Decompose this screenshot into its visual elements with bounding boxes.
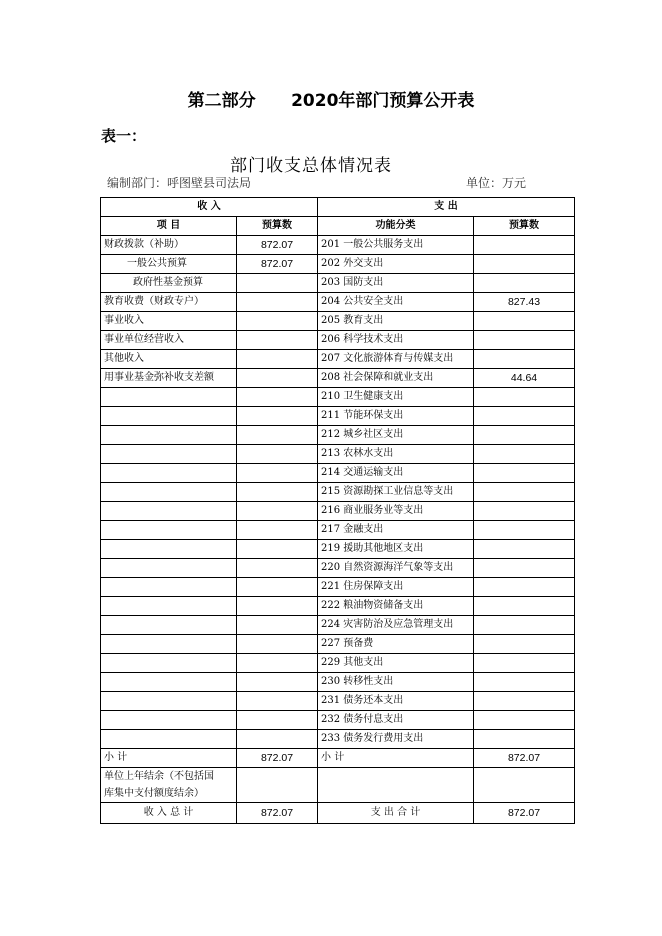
income-item: 财政拨款（补助） — [101, 236, 237, 255]
function-item: 219 援助其他地区支出 — [318, 540, 474, 559]
table-row — [101, 293, 575, 312]
income-item: 用事业基金弥补收支差额 — [101, 369, 237, 388]
expense-amount — [474, 616, 575, 635]
income-item: 其他收入 — [101, 350, 237, 369]
function-item: 230 转移性支出 — [318, 673, 474, 692]
subtotal-expense: 872.07 — [474, 749, 575, 768]
function-item: 231 债务还本支出 — [318, 692, 474, 711]
income-amount — [237, 692, 318, 711]
income-item — [101, 730, 237, 749]
income-item: 一般公共预算 — [101, 255, 237, 274]
income-amount — [237, 559, 318, 578]
unit-label: 单位：万元 — [466, 176, 527, 190]
table-row — [101, 521, 575, 540]
expense-amount — [474, 426, 575, 445]
function-item: 224 灾害防治及应急管理支出 — [318, 616, 474, 635]
expense-amount: 827.43 — [474, 293, 575, 312]
income-amount — [237, 369, 318, 388]
function-item: 211 节能环保支出 — [318, 407, 474, 426]
table-row — [101, 350, 575, 369]
function-item: 214 交通运输支出 — [318, 464, 474, 483]
income-amount — [237, 730, 318, 749]
carryover-line1: 单位上年结余（不包括国 — [104, 771, 214, 782]
income-item — [101, 407, 237, 426]
income-amount — [237, 293, 318, 312]
table-row — [101, 388, 575, 407]
expense-amount — [474, 559, 575, 578]
expense-amount — [474, 350, 575, 369]
carryover-row — [101, 768, 575, 803]
income-amount — [237, 616, 318, 635]
income-item — [101, 692, 237, 711]
total-row — [101, 803, 575, 824]
col-function-header: 功能分类 — [318, 217, 474, 236]
function-item: 227 预备费 — [318, 635, 474, 654]
income-amount — [237, 312, 318, 331]
income-amount — [237, 597, 318, 616]
income-item — [101, 559, 237, 578]
function-item: 204 公共安全支出 — [318, 293, 474, 312]
income-item — [101, 502, 237, 521]
income-item — [101, 635, 237, 654]
table-row — [101, 635, 575, 654]
expense-amount — [474, 711, 575, 730]
income-item: 政府性基金预算 — [101, 274, 237, 293]
table-row — [101, 464, 575, 483]
table-label: 表一： — [101, 127, 147, 145]
income-amount — [237, 388, 318, 407]
income-item — [101, 445, 237, 464]
table-row — [101, 597, 575, 616]
income-amount — [237, 445, 318, 464]
table-title: 部门收支总体情况表 — [230, 156, 392, 176]
function-item: 232 债务付息支出 — [318, 711, 474, 730]
column-header-row — [101, 217, 575, 236]
subtotal-income: 872.07 — [237, 749, 318, 768]
expense-amount — [474, 730, 575, 749]
income-amount — [237, 711, 318, 730]
table-row — [101, 255, 575, 274]
income-item — [101, 426, 237, 445]
function-item: 213 农林水支出 — [318, 445, 474, 464]
income-item — [101, 388, 237, 407]
function-item: 229 其他支出 — [318, 654, 474, 673]
function-item: 203 国防支出 — [318, 274, 474, 293]
income-amount — [237, 464, 318, 483]
income-amount — [237, 274, 318, 293]
expense-amount — [474, 236, 575, 255]
function-item: 210 卫生健康支出 — [318, 388, 474, 407]
function-item: 212 城乡社区支出 — [318, 426, 474, 445]
income-item — [101, 578, 237, 597]
table-row — [101, 274, 575, 293]
function-item: 216 商业服务业等支出 — [318, 502, 474, 521]
function-item: 215 资源勘探工业信息等支出 — [318, 483, 474, 502]
table-row — [101, 369, 575, 388]
function-item: 208 社会保障和就业支出 — [318, 369, 474, 388]
function-item: 222 粮油物资储备支出 — [318, 597, 474, 616]
col-budget-header: 预算数 — [237, 217, 318, 236]
function-item: 202 外交支出 — [318, 255, 474, 274]
expense-header: 支 出 — [318, 198, 575, 217]
income-amount — [237, 654, 318, 673]
expense-amount — [474, 578, 575, 597]
income-item: 教育收费（财政专户） — [101, 293, 237, 312]
income-amount — [237, 540, 318, 559]
income-amount — [237, 502, 318, 521]
expense-amount — [474, 540, 575, 559]
expense-amount — [474, 521, 575, 540]
expense-amount — [474, 502, 575, 521]
income-amount: 872.07 — [237, 236, 318, 255]
function-item: 205 教育支出 — [318, 312, 474, 331]
subtotal-label: 小 计 — [101, 749, 237, 768]
income-item — [101, 711, 237, 730]
table-row — [101, 445, 575, 464]
total-income: 872.07 — [237, 803, 318, 824]
income-amount — [237, 426, 318, 445]
income-amount — [237, 331, 318, 350]
expense-amount — [474, 255, 575, 274]
table-row — [101, 730, 575, 749]
expense-amount — [474, 673, 575, 692]
income-item — [101, 483, 237, 502]
function-item: 221 住房保障支出 — [318, 578, 474, 597]
table-row — [101, 331, 575, 350]
income-amount — [237, 578, 318, 597]
function-item: 220 自然资源海洋气象等支出 — [318, 559, 474, 578]
income-item — [101, 616, 237, 635]
table-row — [101, 540, 575, 559]
function-item: 207 文化旅游体育与传媒支出 — [318, 350, 474, 369]
income-item: 事业收入 — [101, 312, 237, 331]
table-row — [101, 426, 575, 445]
expense-amount — [474, 597, 575, 616]
budget-table — [100, 197, 575, 824]
expense-amount — [474, 464, 575, 483]
table-row — [101, 483, 575, 502]
table-row — [101, 559, 575, 578]
expense-amount — [474, 388, 575, 407]
function-item: 201 一般公共服务支出 — [318, 236, 474, 255]
income-amount — [237, 521, 318, 540]
income-item — [101, 540, 237, 559]
carryover-line2: 库集中支付额度结余） — [104, 788, 204, 799]
table-row — [101, 711, 575, 730]
expense-amount — [474, 654, 575, 673]
expense-amount — [474, 635, 575, 654]
income-amount — [237, 350, 318, 369]
income-item — [101, 464, 237, 483]
income-item: 事业单位经营收入 — [101, 331, 237, 350]
table-row — [101, 236, 575, 255]
table-row — [101, 578, 575, 597]
income-item — [101, 521, 237, 540]
table-row — [101, 654, 575, 673]
income-item — [101, 673, 237, 692]
subtotal-label-expense: 小 计 — [318, 749, 474, 768]
expense-amount — [474, 692, 575, 711]
income-header: 收 入 — [101, 198, 318, 217]
col-budget2-header: 预算数 — [474, 217, 575, 236]
expense-amount — [474, 407, 575, 426]
function-item: 217 金融支出 — [318, 521, 474, 540]
carryover-label — [101, 768, 237, 803]
expense-amount: 44.64 — [474, 369, 575, 388]
section-header-row — [101, 198, 575, 217]
expense-amount — [474, 312, 575, 331]
income-amount — [237, 407, 318, 426]
function-item: 233 债务发行费用支出 — [318, 730, 474, 749]
subtotal-row — [101, 749, 575, 768]
carryover-func — [318, 768, 474, 803]
col-item-header: 项 目 — [101, 217, 237, 236]
carryover-amount — [237, 768, 318, 803]
total-expense: 872.07 — [474, 803, 575, 824]
income-amount — [237, 483, 318, 502]
table-row — [101, 616, 575, 635]
income-amount: 872.07 — [237, 255, 318, 274]
table-row — [101, 692, 575, 711]
table-row — [101, 502, 575, 521]
table-row — [101, 407, 575, 426]
income-item — [101, 597, 237, 616]
income-item — [101, 654, 237, 673]
part-title: 第二部分 2020年部门预算公开表 — [187, 91, 475, 111]
total-income-label: 收 入 总 计 — [101, 803, 237, 824]
income-amount — [237, 635, 318, 654]
income-amount — [237, 673, 318, 692]
expense-amount — [474, 331, 575, 350]
carryover-exp — [474, 768, 575, 803]
expense-amount — [474, 445, 575, 464]
function-item: 206 科学技术支出 — [318, 331, 474, 350]
department-label: 编制部门：呼图壁县司法局 — [107, 176, 252, 190]
table-row — [101, 673, 575, 692]
total-expense-label: 支 出 合 计 — [318, 803, 474, 824]
table-row — [101, 312, 575, 331]
expense-amount — [474, 274, 575, 293]
expense-amount — [474, 483, 575, 502]
